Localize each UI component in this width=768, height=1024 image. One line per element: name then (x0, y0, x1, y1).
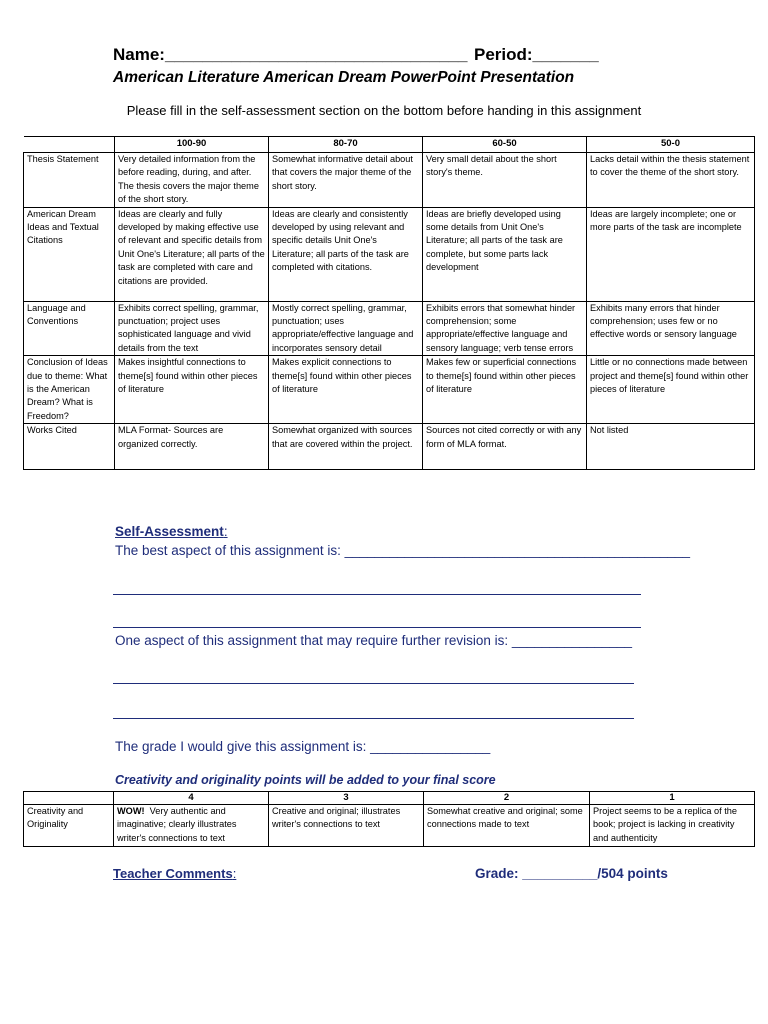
teacher-comments-colon: : (232, 866, 237, 881)
rubric-header-row (24, 137, 755, 153)
answer-line[interactable] (113, 683, 634, 684)
revision-prompt[interactable]: One aspect of this assignment that may require further revision is: ________________ (115, 633, 633, 648)
rubric-header-cell: 100-90 (115, 137, 269, 153)
rubric-cell: Makes explicit connections to theme[s] found within other pieces of literature (269, 356, 423, 424)
rubric-cell: Very small detail about the short story's theme. (423, 153, 587, 208)
creativity-cell: Somewhat creative and original; some connections made to text (424, 805, 590, 847)
answer-line[interactable] (113, 594, 641, 595)
self-assessment-title (115, 524, 228, 539)
rubric-cell: Exhibits errors that somewhat hinder comprehension; some appropriate/effective language and sensory language; verb tense errors (423, 301, 587, 356)
creativity-table (23, 791, 755, 847)
creativity-header-cell: 1 (590, 792, 755, 805)
grade-field[interactable]: Grade: __________/504 points (475, 866, 668, 881)
teacher-comments-text: Teacher Comments (113, 866, 233, 881)
rubric-cell: Not listed (587, 424, 755, 470)
creativity-cell-text: Very authentic and imaginative; clearly illustrates writer's connections to text (117, 806, 237, 843)
rubric-criterion: Conclusion of Ideas due to theme: What is the American Dream? What is Freedom? (24, 356, 115, 424)
teacher-comments-label (113, 866, 236, 881)
wow-label: WOW! (117, 806, 145, 816)
instructions-text: Please fill in the self-assessment section on the bottom before handing in this assignment (126, 103, 642, 118)
rubric-cell: Exhibits correct spelling, grammar, punctuation; project uses sophisticated language and vivid details from the text (115, 301, 269, 356)
rubric-row (24, 424, 755, 470)
creativity-cell (114, 805, 269, 847)
rubric-cell: Somewhat informative detail about that covers the major theme of the short story. (269, 153, 423, 208)
rubric-header-cell: 80-70 (269, 137, 423, 153)
rubric-cell: Somewhat organized with sources that are covered within the project. (269, 424, 423, 470)
rubric-cell: Little or no connections made between project and theme[s] found within other pieces of literature (587, 356, 755, 424)
rubric-cell: Very detailed information from the before reading, during, and after. The thesis covers the major theme of the short story. (115, 153, 269, 208)
rubric-criterion: Works Cited (24, 424, 115, 470)
rubric-row (24, 356, 755, 424)
rubric-cell: Ideas are clearly and fully developed by making effective use of relevant and specific details from Unit One's Literature; all parts of the task are completed with care and citations are provided. (115, 207, 269, 301)
name-field-label: Name:________________________________ (113, 45, 468, 64)
rubric-cell: MLA Format- Sources are organized correctly. (115, 424, 269, 470)
period-field-label: Period:_______ (474, 45, 599, 64)
creativity-header-cell: 2 (424, 792, 590, 805)
rubric-header-cell: 50-0 (587, 137, 755, 153)
rubric-cell: Mostly correct spelling, grammar, punctuation; uses appropriate/effective language and incorporates sensory detail (269, 301, 423, 356)
creativity-criterion: Creativity and Originality (24, 805, 114, 847)
answer-line[interactable] (113, 718, 634, 719)
rubric-cell: Ideas are largely incomplete; one or more parts of the task are incomplete (587, 207, 755, 301)
self-assessment-colon: : (223, 524, 228, 539)
rubric-table (23, 136, 755, 470)
document-title: American Literature American Dream PowerPoint Presentation (113, 69, 575, 86)
rubric-criterion: American Dream Ideas and Textual Citations (24, 207, 115, 301)
creativity-header-cell: 4 (114, 792, 269, 805)
grade-prompt[interactable]: The grade I would give this assignment is: ________________ (115, 739, 491, 754)
creativity-header-cell (24, 792, 114, 805)
creativity-header-row (24, 792, 755, 805)
self-assessment-title-text: Self-Assessment (115, 524, 224, 539)
answer-line[interactable] (113, 627, 641, 628)
creativity-cell: Project seems to be a replica of the book; project is lacking in creativity and authenticity (590, 805, 755, 847)
creativity-cell: Creative and original; illustrates writer's connections to text (269, 805, 424, 847)
rubric-cell: Makes few or superficial connections to theme[s] found within other pieces of literature (423, 356, 587, 424)
creativity-header-cell: 3 (269, 792, 424, 805)
rubric-cell: Lacks detail within the thesis statement to cover the theme of the short story. (587, 153, 755, 208)
rubric-header-cell: 60-50 (423, 137, 587, 153)
rubric-cell: Exhibits many errors that hinder comprehension; uses few or no effective words or sensory language (587, 301, 755, 356)
rubric-row (24, 153, 755, 208)
best-aspect-prompt[interactable]: The best aspect of this assignment is: ______________________________________________ (115, 543, 690, 558)
rubric-criterion: Thesis Statement (24, 153, 115, 208)
rubric-cell: Ideas are clearly and consistently developed by using relevant and specific details Unit One's Literature; all parts of the task are completed with citations. (269, 207, 423, 301)
rubric-criterion: Language and Conventions (24, 301, 115, 356)
rubric-cell: Makes insightful connections to theme[s] found within other pieces of literature (115, 356, 269, 424)
creativity-title: Creativity and originality points will be added to your final score (115, 773, 496, 787)
rubric-cell: Sources not cited correctly or with any form of MLA format. (423, 424, 587, 470)
creativity-row (24, 805, 755, 847)
rubric-cell: Ideas are briefly developed using some details from Unit One's Literature; all parts of the task are complete, but some parts lack development (423, 207, 587, 301)
rubric-row (24, 207, 755, 301)
rubric-header-cell (24, 137, 115, 153)
rubric-row (24, 301, 755, 356)
